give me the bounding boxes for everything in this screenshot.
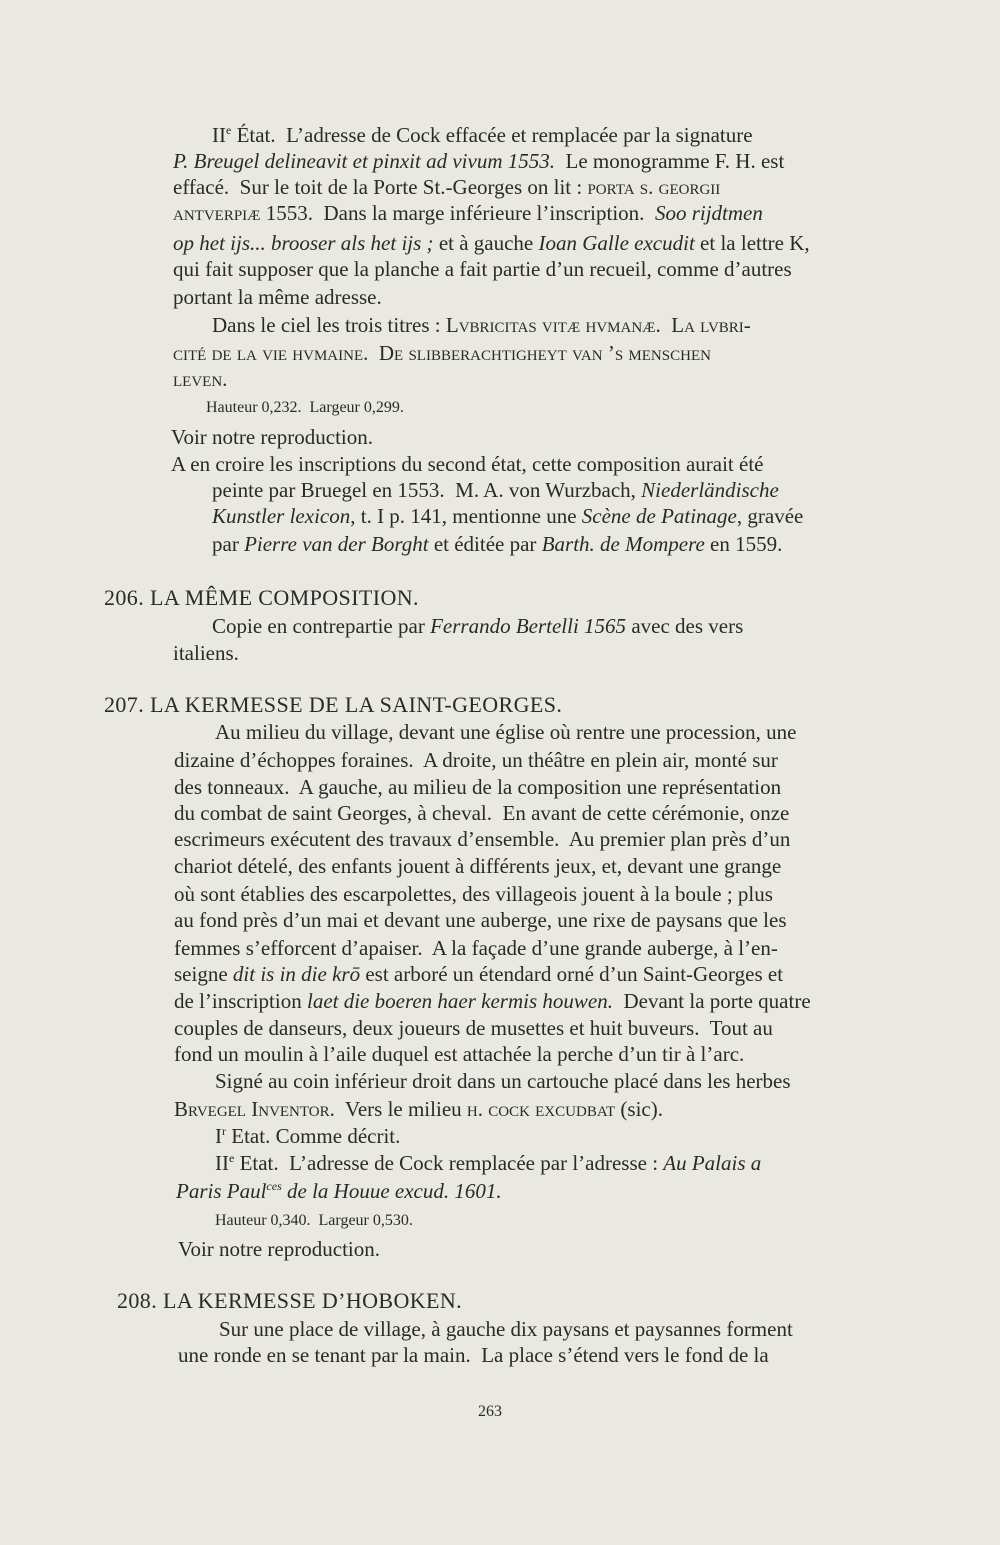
text-line: où sont établies des escarpolettes, des villageois jouent à la boule ; plus [174,882,773,906]
text-line: cité de la vie hvmaine. De slibberachtigheyt van ’s menschen [173,341,711,365]
text-line: une ronde en se tenant par la main. La place s’étend vers le fond de la [178,1343,769,1367]
text-line: des tonneaux. A gauche, au milieu de la composition une représentation [174,775,782,799]
text-line: escrimeurs exécutent des travaux d’ensemble. Au premier plan près d’un [174,827,791,851]
text-line: fond un moulin à l’aile duquel est attachée la perche d’un tir à l’arc. [174,1042,745,1066]
text-line: italiens. [173,641,239,665]
text-line: effacé. Sur le toit de la Porte St.-Georges on lit : porta s. georgii [173,175,721,199]
text-line: dizaine d’échoppes foraines. A droite, un théâtre en plein air, monté sur [174,748,778,772]
text-line: IIe État. L’adresse de Cock effacée et remplacée par la signature [212,123,753,147]
text-line: leven. [173,367,228,391]
dimensions: Hauteur 0,340. Largeur 0,530. [215,1212,413,1229]
text-line: du combat de saint Georges, à cheval. En avant de cette cérémonie, onze [174,801,790,825]
text-line: Kunstler lexicon, t. I p. 141, mentionne une Scène de Patinage, gravée [212,504,804,528]
text-line: Copie en contrepartie par Ferrando Bertelli 1565 avec des vers [212,614,744,638]
text-line: op het ijs... brooser als het ijs ; et à gauche Ioan Galle excudit et la lettre K, [173,231,810,255]
text-line: femmes s’efforcent d’apaiser. A la façade d’une grande auberge, à l’en- [174,936,778,960]
text-line: qui fait supposer que la planche a fait partie d’un recueil, comme d’autres [173,257,792,281]
text-line: antverpiæ 1553. Dans la marge inférieure l’inscription. Soo rijdtmen [173,201,763,225]
text-line: seigne dit is in die krō est arboré un étendard orné d’un Saint-Georges et [174,962,784,986]
text-line: Sur une place de village, à gauche dix paysans et paysannes forment [219,1317,793,1341]
text-line: P. Breugel delineavit et pinxit ad vivum 1553. Le monogramme F. H. est [173,149,785,173]
text-line: Brvegel Inventor. Vers le milieu h. cock excudbat (sic). [174,1097,663,1121]
text-line: IIe Etat. L’adresse de Cock remplacée par l’adresse : Au Palais a [215,1151,762,1175]
reproduction-note: Voir notre reproduction. [171,425,373,449]
entry-heading-208: 208. LA KERMESSE D’HOBOKEN. [117,1288,463,1313]
text-line: peinte par Bruegel en 1553. M. A. von Wurzbach, Niederländische [212,478,779,502]
text-line: Au milieu du village, devant une église où rentre une procession, une [215,720,797,744]
text-line: Dans le ciel les trois titres : Lvbricitas vitæ hvmanæ. La lvbri- [212,313,751,337]
text-line: Paris Paul$^{ces}$ de la Houue excud. 1601. [176,1179,502,1203]
entry-heading-207: 207. LA KERMESSE DE LA SAINT-GEORGES. [104,692,563,717]
entry-heading-206: 206. LA MÊME COMPOSITION. [104,585,419,610]
state-1: $I^r$ Etat. Comme décrit. [215,1124,401,1148]
text-line: au fond près d’un mai et devant une auberge, une rixe de paysans que les [174,908,787,932]
reproduction-note: Voir notre reproduction. [178,1237,380,1261]
text-line: A en croire les inscriptions du second état, cette composition aurait été [171,452,764,476]
text-line: chariot dételé, des enfants jouent à différents jeux, et, devant une grange [174,854,782,878]
text-line: couples de danseurs, deux joueurs de musettes et huit buveurs. Tout au [174,1016,773,1040]
text-line: par Pierre van der Borght et éditée par Barth. de Mompere en 1559. [212,532,783,556]
text-line: Signé au coin inférieur droit dans un cartouche placé dans les herbes [215,1069,791,1093]
text-line: de l’inscription laet die boeren haer kermis houwen. Devant la porte quatre [174,989,811,1013]
text-line: portant la même adresse. [173,285,382,309]
page-number: 263 [478,1403,502,1420]
dimensions: Hauteur 0,232. Largeur 0,299. [206,399,404,416]
